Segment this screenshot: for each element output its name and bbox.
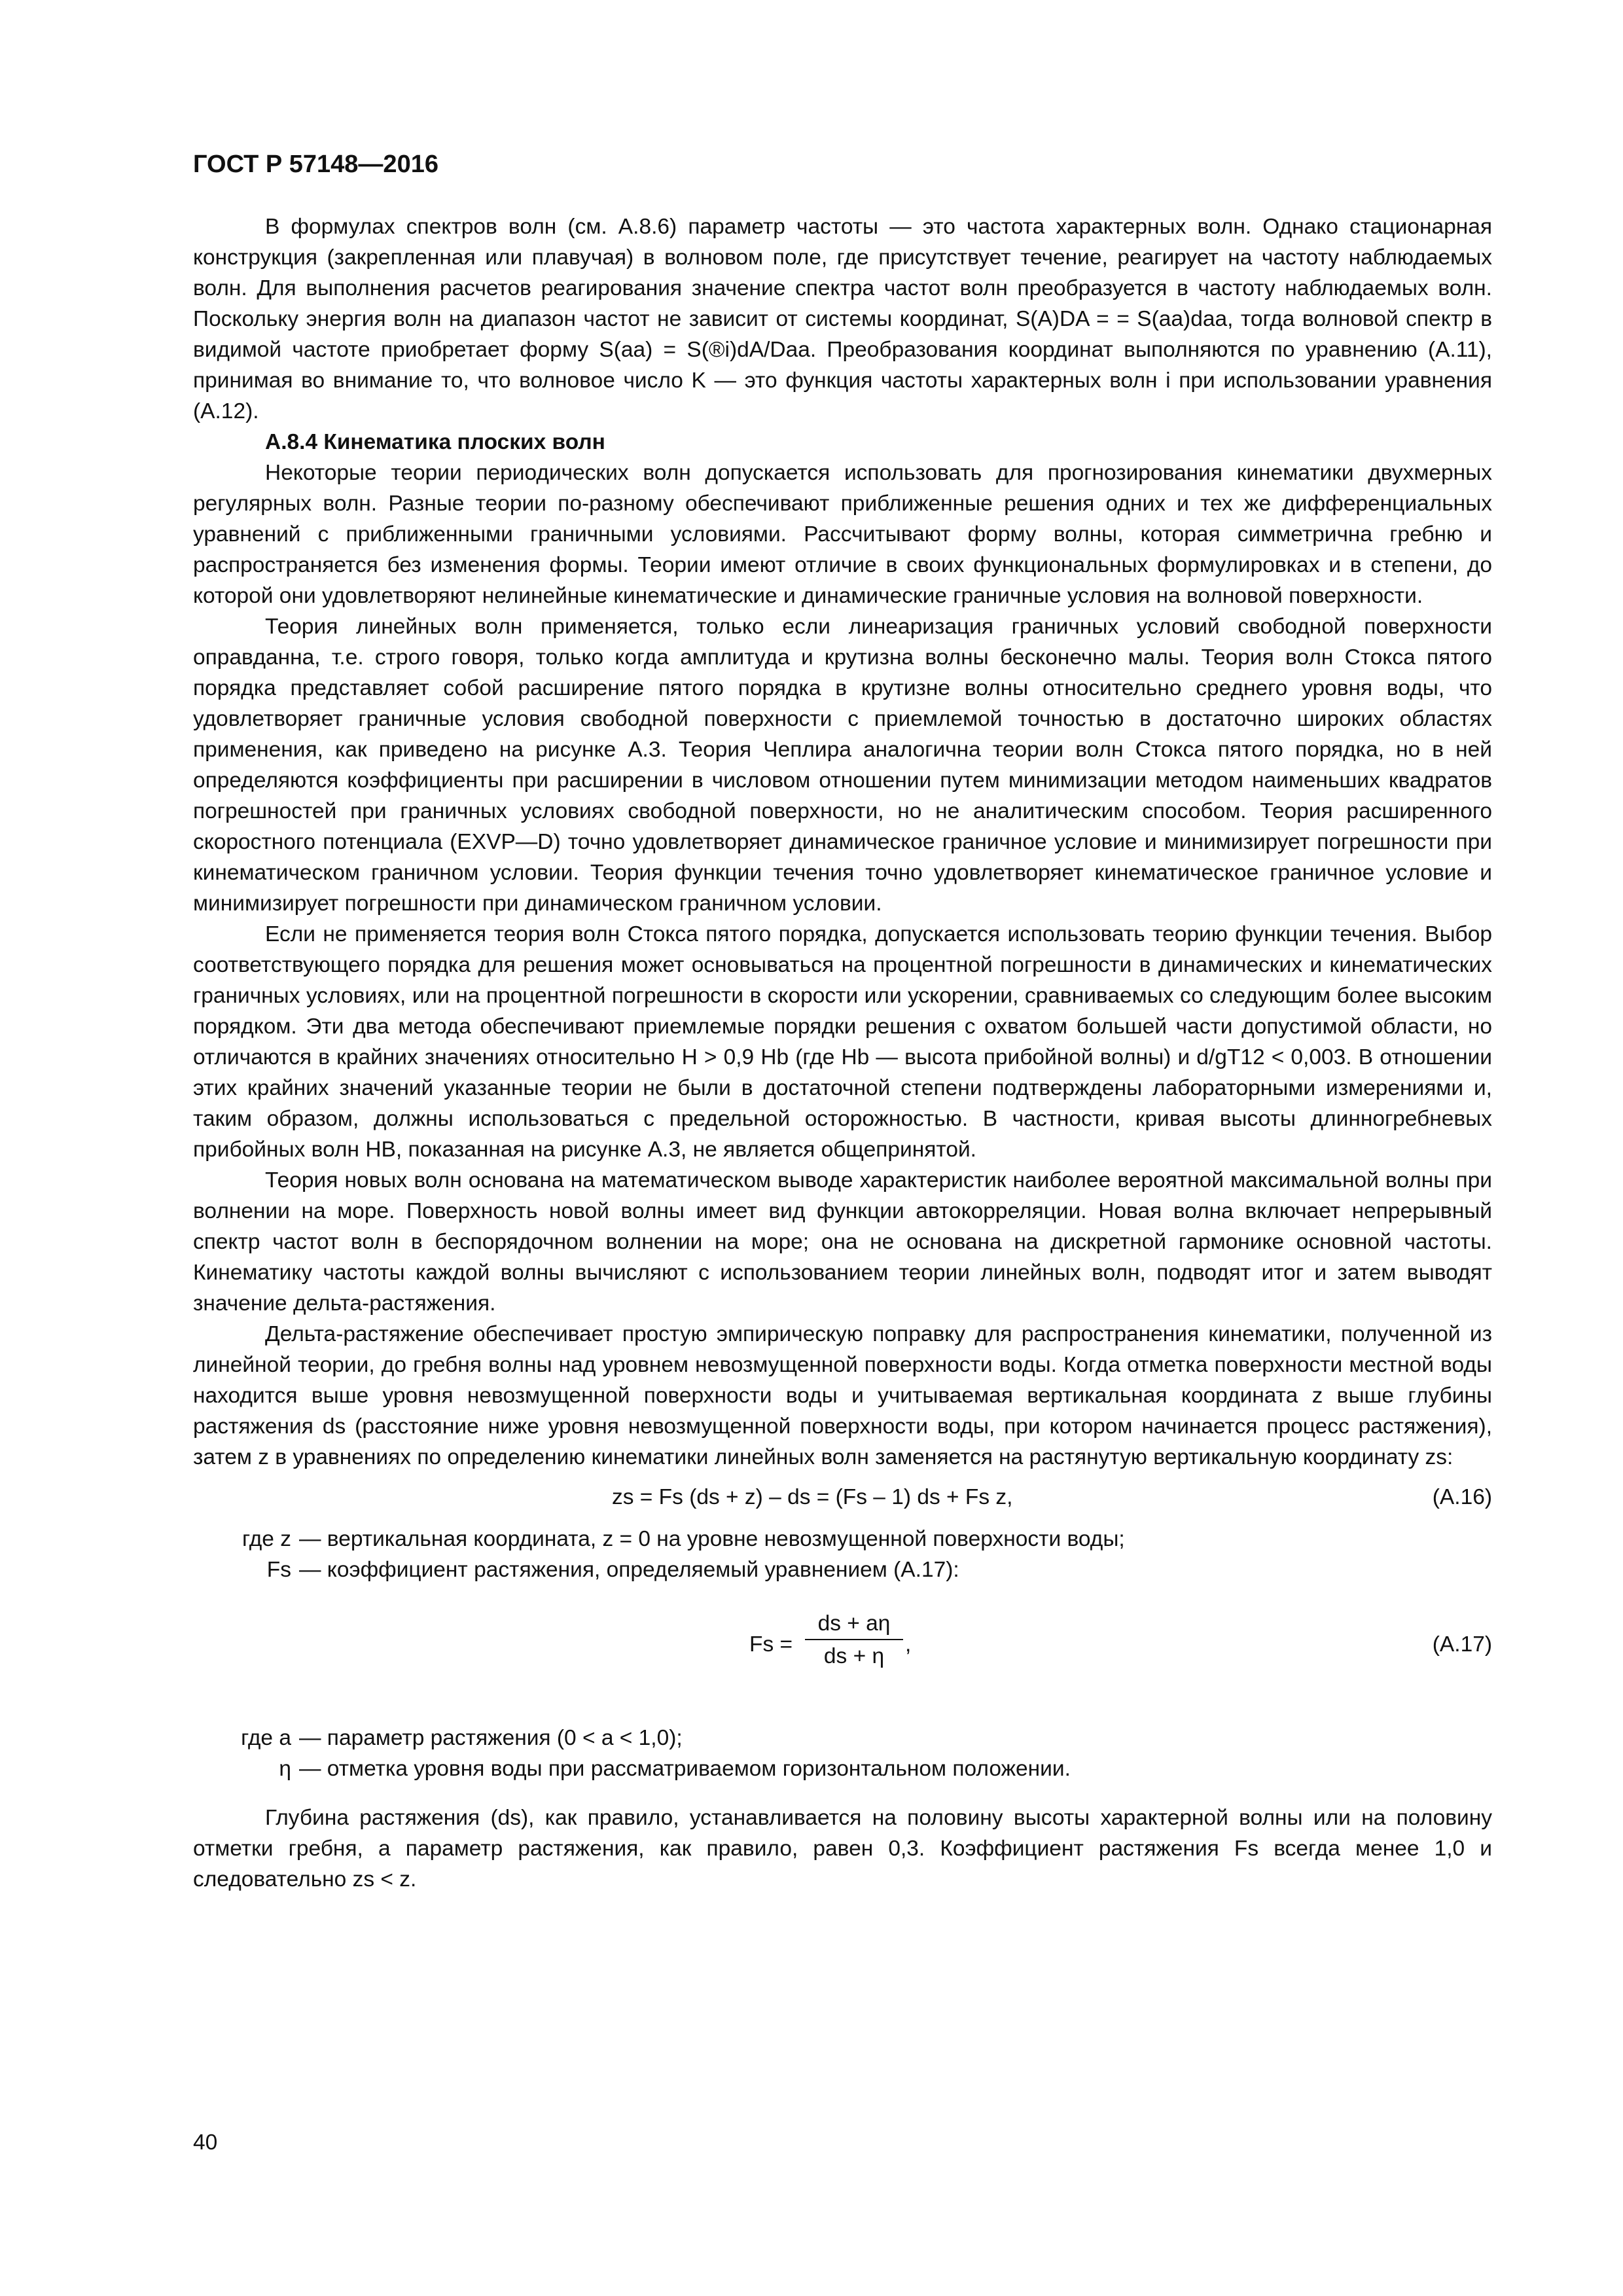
document-header: ГОСТ Р 57148—2016 — [193, 151, 438, 178]
paragraph-stretch-depth: Глубина растяжения (ds), как правило, устанавливается на половину высоты характерной волны или на половину отметки гребня, а параметр растяжения, как правило, равен 0,3. Коэффициент растяжения Fs всегда менее 1,0 и следовательно zs < z. — [193, 1806, 1492, 1892]
where-symbol-fs: Fs — [266, 1558, 291, 1582]
where-text-a: — параметр растяжения (0 < a < 1,0); — [299, 1726, 683, 1750]
paragraph-new-wave: Теория новых волн основана на математическом выводе характеристик наиболее вероятной максимальной волны при волнении на море. Поверхность новой волны имеет вид функции автокорреляции. Новая волна включает непрерывный спектр частот волн в беспорядочном волнении на море; она не основана на дискретной гармонике основной частоты. Кинематику частоты каждой волны вычисляют с использованием теории линейных волн, подводят итог и затем выводят значение дельта-растяжения. — [193, 1168, 1492, 1316]
where-symbol-a: где a — [241, 1726, 291, 1750]
page-number: 40 — [193, 2130, 218, 2155]
where-symbol-eta: η — [279, 1757, 291, 1781]
where-line-fs — [193, 1554, 1492, 1585]
section-heading: А.8.4 Кинематика плоских волн — [265, 430, 605, 454]
equation-a17-numerator: ds + aη — [805, 1611, 903, 1640]
paragraph-wave-theories: Некоторые теории периодических волн допускается использовать для прогнозирования кинематики двухмерных регулярных волн. Разные теории по-разному обеспечивают приближенные решения одних и тех же дифференциальных уравнений с приближенными граничными условиями. Рассчитывают форму волны, которая симметрична гребню и распространяется без изменения формы. Теории имеют отличие в своих функциональных формулировках и в степени, до которой они удовлетворяют нелинейные кинематические и динамические граничные условия на волновой поверхности. — [193, 461, 1492, 608]
equation-a17-number: (А.17) — [1432, 1632, 1492, 1657]
equation-a16 — [193, 1482, 1492, 1515]
where-line-eta — [193, 1753, 1492, 1784]
paragraph-spectra: В формулах спектров волн (см. А.8.6) параметр частоты — это частота характерных волн. Однако стационарная конструкция (закрепленная или плавучая) в волновом поле, где присутствует течение, реагирует на частоту наблюдаемых волн. Для выполнения расчетов реагирования значение спектра частот волн преобразуется в частоту наблюдаемых волн. Поскольку энергия волн на диапазон частот не зависит от системы координат, S(A)DA = = S(aa)daa, тогда волновой спектр в видимой частоте приобретает форму S(aa) = S(®i)dA/Daa. Преобразования координат выполняются по уравнению (А.11), принимая во внимание то, что волновое число K — это функция частоты характерных волн i при использовании уравнения (А.12). — [193, 215, 1492, 423]
equation-a16-expression: zs = Fs (ds + z) – ds = (Fs – 1) ds + Fs z, — [612, 1485, 1013, 1509]
paragraph-delta-stretch: Дельта-растяжение обеспечивает простую эмпирическую поправку для распространения кинематики, полученной из линейной теории, до гребня волны над уровнем невозмущенной поверхности воды. Когда отметка поверхности местной воды находится выше уровня невозмущенной поверхности воды и учитываемая вертикальная координата z выше глубины растяжения ds (расстояние ниже уровня невозмущенной поверхности воды, при котором начинается процесс растяжения), затем z в уравнениях по определению кинематики линейных волн заменяется на растянутую вертикальную координату zs: — [193, 1322, 1492, 1469]
equation-a17-fraction — [805, 1611, 903, 1669]
where-text-z: — вертикальная координата, z = 0 на уровне невозмущенной поверхности воды; — [299, 1527, 1125, 1551]
document-page — [193, 151, 1492, 1895]
paragraph-linear-theory: Теория линейных волн применяется, только если линеаризация граничных условий свободной поверхности оправданна, т.е. строго говоря, только когда амплитуда и крутизна волны бесконечно малы. Теория волн Стокса пятого порядка представляет собой расширение пятого порядка в крутизне волны относительно среднего уровня воды, что удовлетворяет граничные условия свободной поверхности с приемлемой точностью в достаточно широких областях применения, как приведено на рисунке А.3. Теория Чеплира аналогична теории волн Стокса пятого порядка, но в ней определяются коэффициенты при расширении в числовом отношении путем минимизации методом наименьших квадратов погрешностей при граничных условиях свободной поверхности, но не аналитическим способом. Теория расширенного скоростного потенциала (EXVP—D) точно удовлетворяет динамическое граничное условие и минимизирует погрешности при кинематическом граничном условии. Теория функции течения точно удовлетворяет кинематическое граничное условие и минимизирует погрешности при динамическом граничном условии. — [193, 615, 1492, 916]
where-text-eta: — отметка уровня воды при рассматриваемом горизонтальном положении. — [299, 1757, 1071, 1781]
where-symbol-z: где z — [242, 1527, 291, 1551]
equation-a17-denominator: ds + η — [823, 1644, 885, 1668]
equation-a17-comma: , — [905, 1632, 912, 1657]
where-text-fs: — коэффициент растяжения, определяемый уравнением (А.17): — [299, 1558, 959, 1582]
paragraph-stokes: Если не применяется теория волн Стокса пятого порядка, допускается использовать теорию функции течения. Выбор соответствующего порядка для решения может основываться на процентной погрешности в динамических и кинематических граничных условиях, или на процентной погрешности в скорости или ускорении, сравниваемых со следующим более высоким порядком. Эти два метода обеспечивают приемлемые порядки решения с охватом большей части допустимой области, но отличаются в крайних значениях относительно H > 0,9 Hb (где Hb — высота прибойной волны) и d/gT12 < 0,003. В отношении этих крайних значений указанные теории не были в достаточной степени подтверждены лабораторными измерениями и, таким образом, должны использоваться с предельной осторожностью. В частности, кривая высоты длинногребневых прибойных волн HB, показанная на рисунке А.3, не является общепринятой. — [193, 922, 1492, 1162]
where-line-a — [193, 1723, 1492, 1753]
where-line-z — [193, 1524, 1492, 1554]
equation-a16-number: (А.16) — [1432, 1485, 1492, 1509]
equation-a17-lhs: Fs = — [749, 1632, 793, 1657]
equation-a17 — [193, 1611, 1492, 1690]
